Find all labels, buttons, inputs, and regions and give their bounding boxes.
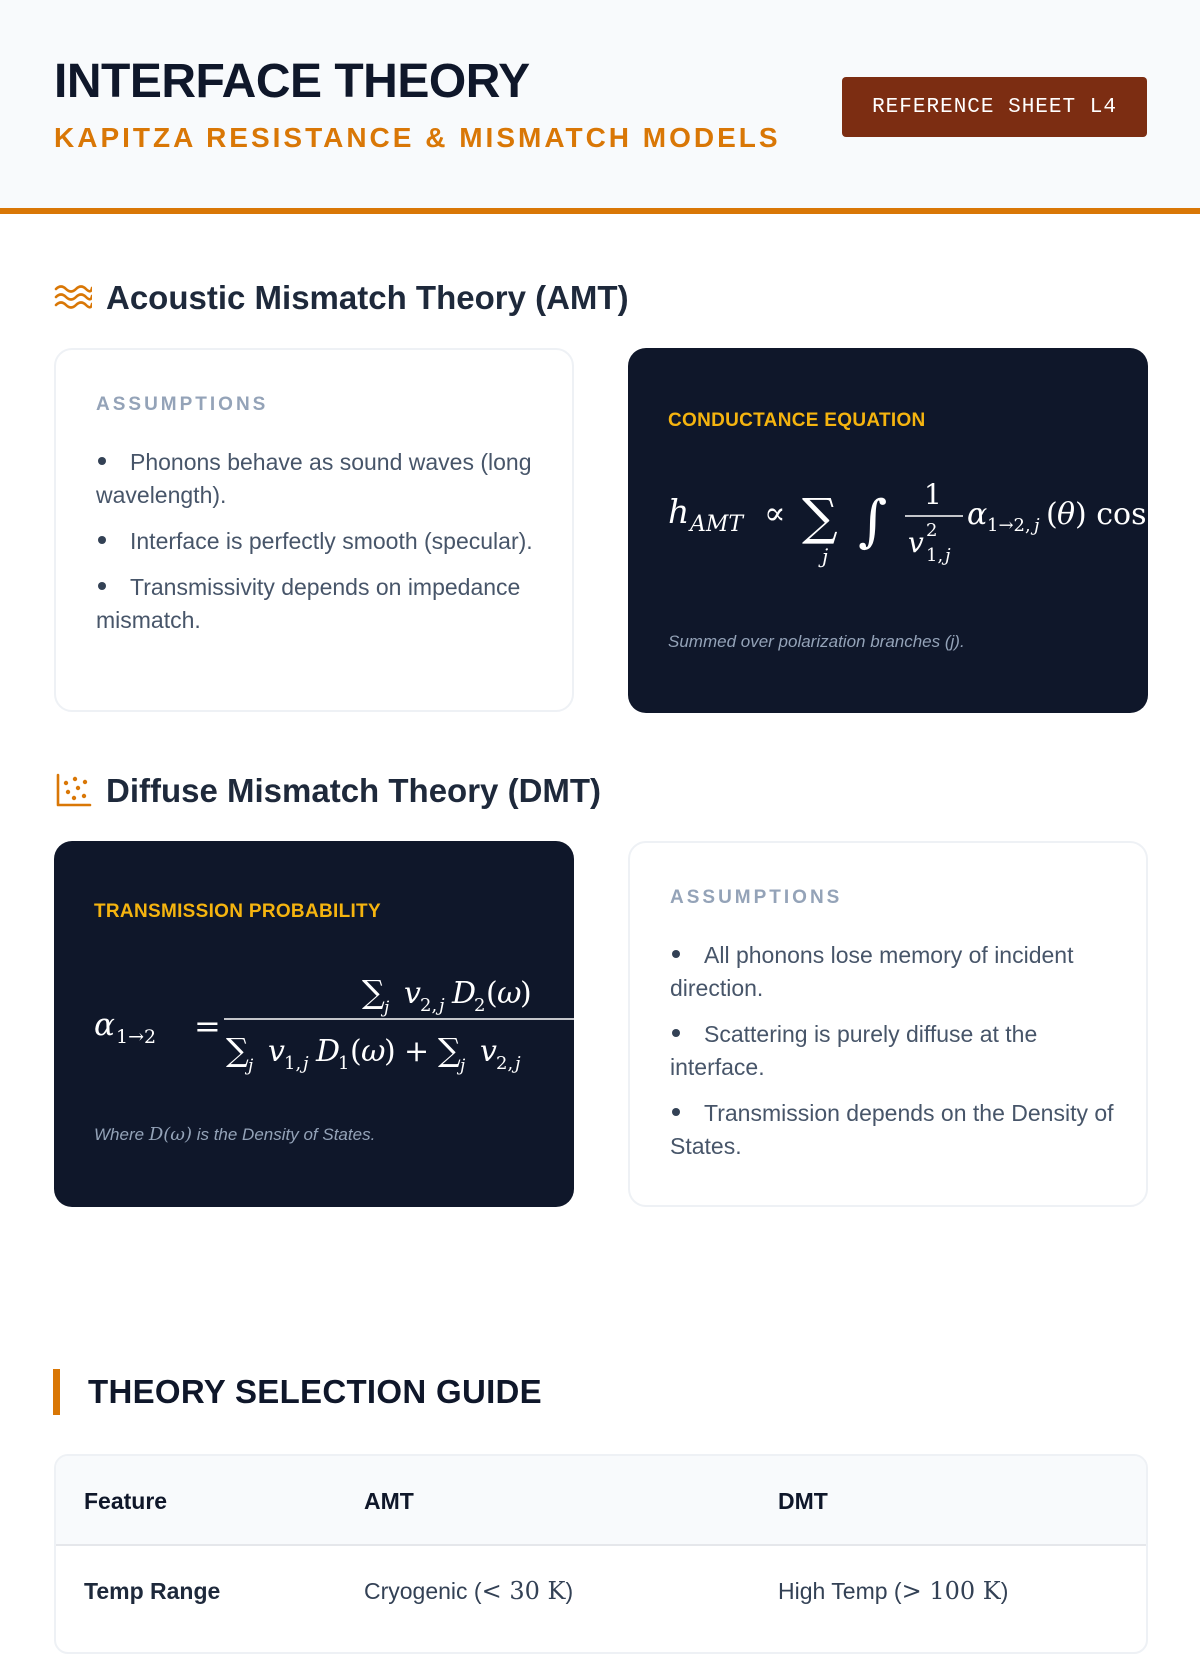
amt-range-math: < 30 K: [481, 1577, 566, 1605]
svg-text:j: j: [248, 1056, 254, 1076]
svg-text:ω: ω: [497, 976, 522, 1011]
list-item: [670, 1097, 1116, 1163]
svg-text:∑: ∑: [438, 1031, 461, 1069]
dmt-equation-card: [54, 841, 574, 1207]
column-header-amt: AMT: [364, 1488, 414, 1514]
svg-text:) cos: ) cos: [1075, 497, 1147, 532]
svg-text:D: D: [316, 1034, 341, 1069]
bullet-icon: [98, 457, 106, 465]
svg-text:θ: θ: [1057, 497, 1076, 532]
dmt-note-math: D(ω): [148, 1124, 192, 1145]
svg-text:(: (: [486, 976, 498, 1011]
svg-text:v: v: [404, 976, 421, 1011]
dmt-heading: Diffuse Mismatch Theory (DMT): [106, 772, 602, 809]
svg-text:j: j: [439, 995, 445, 1016]
list-item-text: Transmissivity depends on impedance mismatch.: [96, 574, 521, 633]
dmt-transmission-equation: [54, 961, 574, 1091]
dmt-equation-label: TRANSMISSION PROBABILITY: [94, 901, 381, 922]
svg-text:2: 2: [474, 995, 486, 1016]
svg-text:j: j: [515, 1053, 521, 1074]
dmt-range-math: > 100 K: [901, 1577, 1001, 1605]
amt-assumptions-label: ASSUMPTIONS: [96, 394, 269, 415]
svg-text:1: 1: [338, 1053, 350, 1074]
guide-title: THEORY SELECTION GUIDE: [88, 1373, 542, 1410]
list-item-text: Scattering is purely diffuse at the interface.: [670, 1021, 1038, 1080]
dmt-range-suffix: ): [1000, 1578, 1009, 1604]
svg-text:v: v: [268, 1034, 285, 1069]
dmt-range-prefix: High Temp (: [778, 1578, 902, 1604]
svg-text:1→2: 1→2: [116, 1026, 157, 1048]
list-item: [96, 571, 542, 637]
dmt-equation-note: [94, 1124, 375, 1145]
svg-text:∫: ∫: [858, 489, 888, 554]
dmt-assumptions-label: ASSUMPTIONS: [670, 887, 843, 908]
svg-text:j: j: [303, 1053, 309, 1074]
list-item: [96, 525, 542, 558]
amt-equation-label: CONDUCTANCE EQUATION: [668, 410, 926, 431]
table-header-row: [56, 1456, 1146, 1546]
bullet-icon: [672, 1029, 680, 1037]
amt-assumptions-card: [54, 348, 574, 712]
table-cell-dmt: [778, 1576, 1008, 1606]
bullet-icon: [98, 536, 106, 544]
svg-text:1,: 1,: [926, 545, 944, 566]
list-item: [670, 1018, 1116, 1084]
list-item-text: Phonons behave as sound waves (long wavelength).: [96, 449, 532, 508]
amt-heading: Acoustic Mismatch Theory (AMT): [106, 279, 629, 316]
svg-text:ω: ω: [361, 1034, 386, 1069]
svg-text:2,: 2,: [420, 995, 438, 1016]
amt-equation-card: [628, 348, 1148, 713]
reference-badge: REFERENCE SHEET L4: [842, 77, 1147, 137]
column-header-dmt: DMT: [778, 1488, 828, 1514]
list-item-text: Transmission depends on the Density of States.: [670, 1100, 1114, 1159]
svg-text:v: v: [908, 526, 924, 559]
amt-equation-note: Summed over polarization branches (j).: [668, 632, 965, 651]
svg-text:): ): [520, 976, 532, 1011]
list-item-text: All phonons lose memory of incident direction.: [670, 942, 1074, 1001]
svg-text:∑: ∑: [362, 973, 385, 1011]
svg-text:1: 1: [924, 478, 942, 511]
svg-text:α: α: [967, 497, 988, 532]
amt-conductance-equation: [628, 468, 1148, 598]
amt-range-prefix: Cryogenic (: [364, 1578, 482, 1604]
amt-assumptions-list: [96, 446, 542, 650]
page-header: [0, 0, 1200, 214]
svg-text:1,: 1,: [284, 1053, 302, 1074]
svg-text:h: h: [668, 492, 690, 531]
svg-text:=: =: [194, 1007, 221, 1045]
list-item: [96, 446, 542, 512]
svg-text:1→2,: 1→2,: [987, 515, 1031, 536]
dmt-section-heading: [54, 769, 601, 813]
svg-text:j: j: [1034, 515, 1040, 536]
svg-text:∝: ∝: [764, 494, 786, 532]
column-header-feature: Feature: [84, 1488, 168, 1514]
amt-range-suffix: ): [565, 1578, 574, 1604]
table-cell-feature: Temp Range: [84, 1578, 221, 1604]
table-cell-amt: [364, 1576, 573, 1606]
svg-text:(: (: [350, 1034, 362, 1069]
svg-text:2,: 2,: [496, 1053, 514, 1074]
dmt-assumptions-card: [628, 841, 1148, 1207]
svg-text:∑: ∑: [226, 1031, 249, 1069]
scatter-icon: [54, 772, 92, 810]
list-item: [670, 939, 1116, 1005]
svg-text:): ): [384, 1034, 396, 1069]
dmt-note-suffix: is the Density of States.: [196, 1125, 376, 1144]
list-item-text: Interface is perfectly smooth (specular).: [130, 528, 533, 554]
svg-text:v: v: [480, 1034, 497, 1069]
dmt-note-prefix: Where: [94, 1125, 145, 1144]
svg-text:j: j: [460, 1056, 466, 1076]
bullet-icon: [672, 1108, 680, 1116]
bullet-icon: [98, 582, 106, 590]
svg-text:D: D: [452, 976, 477, 1011]
page-title: INTERFACE THEORY: [54, 55, 530, 108]
svg-text:+: +: [404, 1034, 430, 1069]
dmt-assumptions-list: [670, 939, 1116, 1176]
svg-text:j: j: [945, 545, 951, 566]
svg-text:j: j: [822, 544, 829, 568]
bullet-icon: [672, 950, 680, 958]
svg-text:j: j: [384, 998, 390, 1018]
guide-accent-bar: [53, 1369, 60, 1415]
waves-icon: [54, 279, 92, 317]
svg-text:∑: ∑: [802, 488, 838, 546]
page-subtitle: KAPITZA RESISTANCE & MISMATCH MODELS: [54, 122, 781, 153]
amt-section-heading: [54, 276, 629, 320]
svg-text:2: 2: [926, 520, 938, 541]
theory-selection-table: [54, 1454, 1148, 1654]
svg-text:α: α: [94, 1007, 115, 1043]
svg-text:(: (: [1046, 497, 1058, 532]
svg-text:AMT: AMT: [690, 512, 744, 537]
